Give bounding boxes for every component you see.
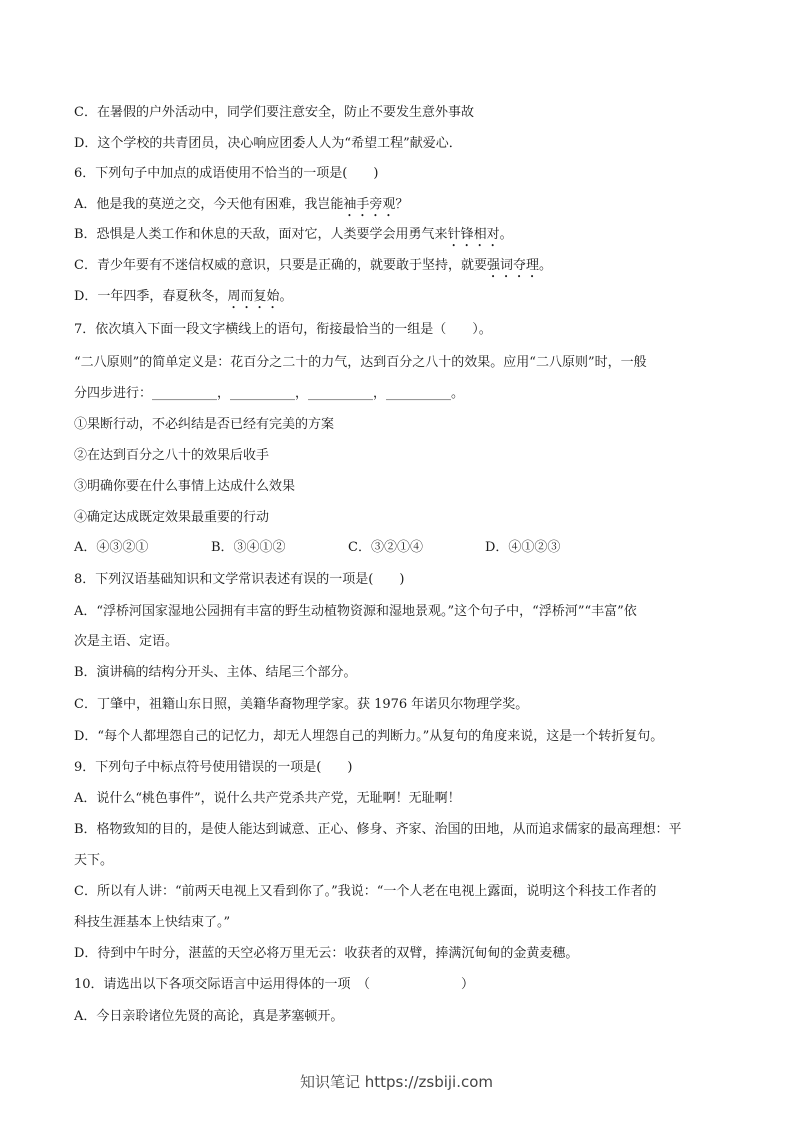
q10-option-a: A．今日亲聆诸位先贤的高论，真是茅塞顿开。 <box>74 1009 344 1024</box>
q9-option-c-line-2: 科技生涯基本上快结束了。” <box>74 915 231 930</box>
question-7: 7．依次填入下面一段文字横线上的语句，衔接最恰当的一组是（ ）。 <box>74 322 492 337</box>
q9-option-c-line-1: C．所以有人讲：“前两天电视上又看到你了。”我说：“一个人老在电视上露面，说明这个科技工作者的 <box>74 884 657 899</box>
emphasized-idiom: 周而复始 <box>227 289 280 304</box>
q6-option-c: C．青少年要有不迷信权威的意识，只要是正确的，就要敢于坚持，就要强词夺理。 <box>74 258 552 273</box>
q6-option-d: D．一年四季，春夏秋冬，周而复始。 <box>74 289 293 304</box>
q7-statement-1: ①果断行动，不必纠结是否已经有完美的方案 <box>74 417 335 432</box>
q6-option-b: B．恐惧是人类工作和休息的天敌，面对它，人类要学会用勇气来针锋相对。 <box>74 227 513 242</box>
q7-choice-c: C．③②①④ <box>348 540 423 555</box>
q5-option-c: C．在暑假的户外活动中，同学们要注意安全，防止不要发生意外事故 <box>74 105 474 120</box>
emphasized-idiom: 袖手旁观 <box>343 197 396 212</box>
q8-option-d: D．“每个人都埋怨自己的记忆力，却无人埋怨自己的判断力。”从复句的角度来说，这是一个转折复句。 <box>74 729 664 744</box>
emphasized-idiom: 强词夺理 <box>486 258 539 273</box>
q9-option-a: A．说什么“桃色事件”，说什么共产党杀共产党，无耻啊！无耻啊！ <box>74 791 461 806</box>
q7-statement-4: ④确定达成既定效果最重要的行动 <box>74 510 270 525</box>
q8-option-b: B．演讲稿的结构分开头、主体、结尾三个部分。 <box>74 665 357 680</box>
q6-option-a: A．他是我的莫逆之交，今天他有困难，我岂能袖手旁观？ <box>74 197 409 212</box>
q7-choice-d: D．④①②③ <box>485 540 561 555</box>
q8-option-a-line-1: A．“浮桥河国家湿地公园拥有丰富的野生动植物资源和湿地景观。”这个句子中，“浮桥河”“丰富”依 <box>74 604 637 619</box>
q9-option-b-line-2: 天下。 <box>74 853 114 868</box>
q5-option-d: D．这个学校的共青团员，决心响应团委人人为“希望工程”献爱心． <box>74 136 462 151</box>
footer-watermark: 知识笔记 https://zsbiji.com <box>299 1073 494 1091</box>
q9-option-d: D．待到中午时分，湛蓝的天空必将万里无云：收获者的双臂，捧满沉甸甸的金黄麦穗。 <box>74 946 579 961</box>
q7-choice-a: A．④③②① <box>74 540 149 555</box>
question-6: 6．下列句子中加点的成语使用不恰当的一项是( ) <box>74 166 379 181</box>
q7-passage-line-2: 分四步进行：__________，__________，__________，__________。 <box>74 386 465 401</box>
question-9: 9．下列句子中标点符号使用错误的一项是( ) <box>74 760 353 775</box>
emphasized-idiom: 针锋相对 <box>447 227 500 242</box>
question-8: 8．下列汉语基础知识和文学常识表述有误的一项是( ) <box>74 572 405 587</box>
q7-statement-2: ②在达到百分之八十的效果后收手 <box>74 448 270 463</box>
q7-statement-3: ③明确你要在什么事情上达成什么效果 <box>74 479 296 494</box>
q7-choices <box>74 540 714 556</box>
q9-option-b-line-1: B．格物致知的目的，是使人能达到诚意、正心、修身、齐家、治国的田地，从而追求儒家的最高理想：平 <box>74 822 682 837</box>
q7-choice-b: B．③④①② <box>211 540 286 555</box>
q7-passage-line-1: “二八原则”的简单定义是：花百分之二十的力气，达到百分之八十的效果。应用“二八原则”时，一般 <box>74 355 647 370</box>
q8-option-c: C．丁肇中，祖籍山东日照，美籍华裔物理学家。获 1976 年诺贝尔物理学奖。 <box>74 697 529 712</box>
q8-option-a-line-2: 次是主语、定语。 <box>74 634 179 649</box>
question-10: 10．请选出以下各项交际语言中运用得体的一项 （ ） <box>74 977 475 992</box>
